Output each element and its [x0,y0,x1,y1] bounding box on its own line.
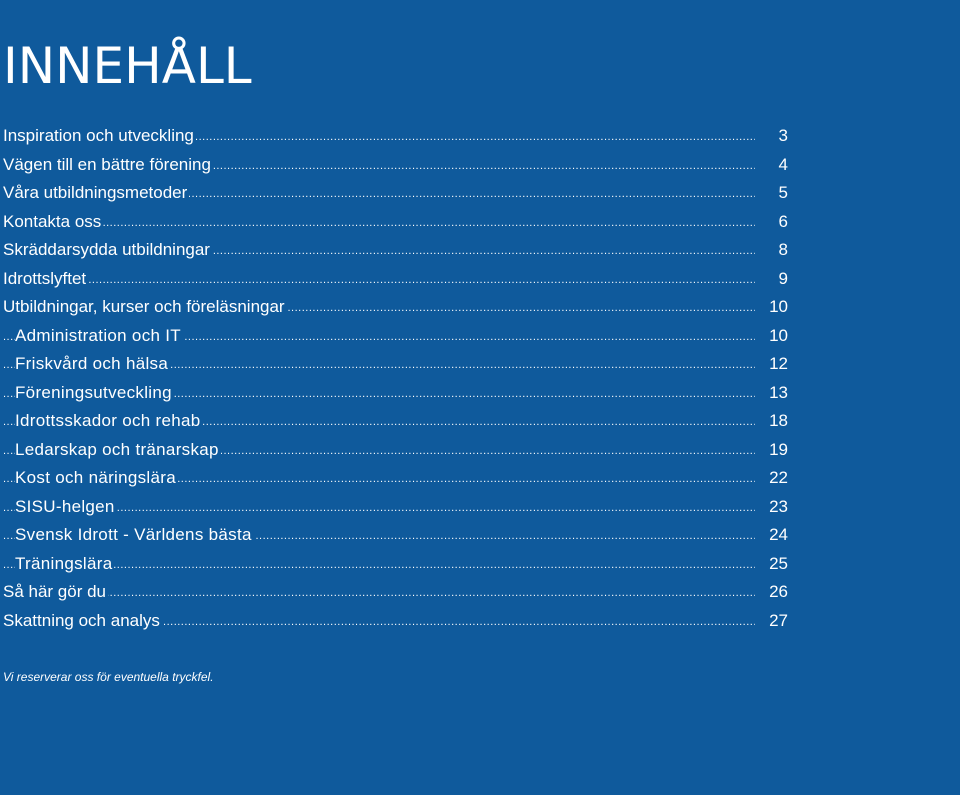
toc-entry-page: 6 [758,208,788,236]
toc-entry-label: Administration och IT [15,322,183,350]
toc-entry-page: 27 [758,607,788,635]
toc-entry-page: 10 [758,322,788,350]
page-title: INNEHÅLL [3,37,252,95]
dot-leader [3,550,755,580]
toc-entry[interactable] [0,293,800,322]
toc-entry[interactable] [0,236,800,265]
toc-entry-label: Utbildningar, kurser och föreläsningar [3,293,287,321]
toc-entry-label: Inspiration och utveckling [3,122,196,150]
toc-entry[interactable] [0,151,800,180]
toc-subentry[interactable] [0,350,800,379]
dot-leader [3,208,755,238]
toc-entry-label: Kost och näringslära [15,464,178,492]
toc-entry-page: 8 [758,236,788,264]
toc-entry-page: 18 [758,407,788,435]
toc-entry-page: 26 [758,578,788,606]
toc-entry-label: Vägen till en bättre förening [3,151,213,179]
toc-subentry[interactable] [0,407,800,436]
toc-entry-label: Våra utbildningsmetoder [3,179,189,207]
toc-entry-page: 24 [758,521,788,549]
toc-entry-label: Skräddarsydda utbildningar [3,236,212,264]
toc-entry[interactable] [0,179,800,208]
toc-entry-label: Svensk Idrott - Världens bästa [15,521,254,549]
toc-entry-page: 25 [758,550,788,578]
toc-entry[interactable] [0,607,800,636]
toc-entry-label: Föreningsutveckling [15,379,174,407]
toc-entry-page: 12 [758,350,788,378]
toc-entry-label: Träningslära [15,550,114,578]
toc-subentry[interactable] [0,379,800,408]
toc-subentry[interactable] [0,322,800,351]
toc-entry-label: Ledarskap och tränarskap [15,436,221,464]
toc-entry[interactable] [0,265,800,294]
toc-entry-label: SISU-helgen [15,493,117,521]
toc-entry-page: 23 [758,493,788,521]
toc-entry-page: 4 [758,151,788,179]
dot-leader [3,265,755,295]
toc-subentry[interactable] [0,550,800,579]
toc-entry[interactable] [0,208,800,237]
toc-entry-label: Kontakta oss [3,208,103,236]
dot-leader [3,578,755,608]
disclaimer-note: Vi reserverar oss för eventuella tryckfel. [3,670,214,684]
toc-entry-label: Idrottsskador och rehab [15,407,203,435]
toc-entry-label: Så här gör du [3,578,108,606]
toc-subentry[interactable] [0,493,800,522]
toc-entry-page: 19 [758,436,788,464]
toc-entry-page: 9 [758,265,788,293]
toc-entry-page: 3 [758,122,788,150]
toc-entry[interactable] [0,578,800,607]
toc-entry-page: 5 [758,179,788,207]
table-of-contents [0,122,800,635]
toc-entry-label: Skattning och analys [3,607,162,635]
toc-subentry[interactable] [0,521,800,550]
toc-entry-label: Idrottslyftet [3,265,88,293]
toc-entry[interactable] [0,122,800,151]
toc-subentry[interactable] [0,464,800,493]
toc-entry-page: 22 [758,464,788,492]
toc-entry-page: 13 [758,379,788,407]
toc-subentry[interactable] [0,436,800,465]
toc-entry-page: 10 [758,293,788,321]
toc-entry-label: Friskvård och hälsa [15,350,170,378]
